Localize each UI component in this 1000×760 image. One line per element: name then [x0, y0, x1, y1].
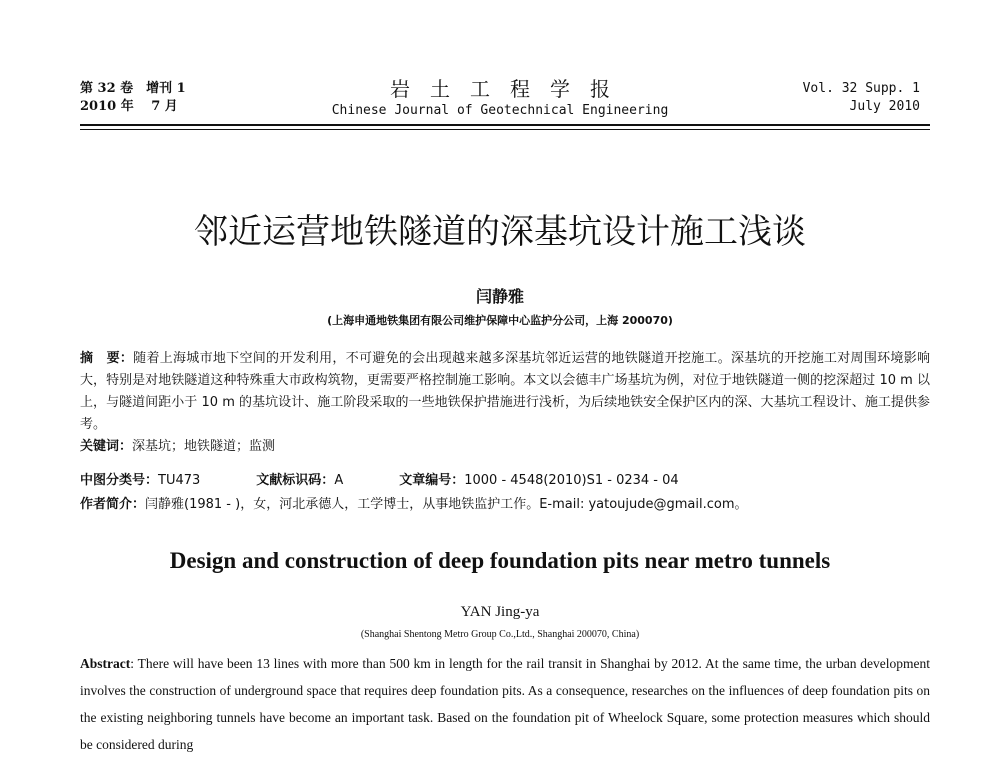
author-name-en: YAN Jing-ya [460, 604, 540, 620]
doc-code-label: 文献标识码： [256, 473, 335, 488]
paper-title-cn: 邻近运营地铁隧道的深基坑设计施工浅谈 [194, 212, 806, 252]
volume-line-en: Vol. 32 Supp. 1 [802, 81, 920, 96]
abstract-cn-text: 随着上海城市地下空间的开发利用，不可避免的会出现越来越多深基坑邻近运营的地铁隧道开挖施工。深基坑的开挖施工对周围环境影响大，特别是对地铁隧道这种特殊重大市政构筑物，更需要严格控制施工影响。本文以会德丰广场基坑为例，对位于地铁隧道一侧的挖深超过 10 m 以上，与隧道间距小于 10 m 的基坑设计、施工阶段采取的一些地铁保护措施进行浅析，为后续地铁安全保护区内的深、大基坑工程设计、施工提供参考。 [80, 351, 930, 432]
doc-code-value: A [334, 473, 344, 488]
keywords-cn-text: 深基坑；地铁隧道；监测 [132, 439, 276, 454]
keywords-cn [80, 436, 930, 458]
date-line-en: July 2010 [849, 99, 920, 114]
volume-issue-info-en [803, 80, 920, 116]
abstract-en-label: Abstract [80, 656, 131, 671]
abstract-en-text: : There will have been 13 lines with more than 500 km in length for the rail transit in Shanghai by 2012. At the same time, the urban development involves the construction of underground space that requires deep foundation pits. As a consequence, researches on the influences of deep foundation pits on the existing neighboring tunnels have become an important task. Based on the foundation pit of Wheelock Square, some protection measures which should be considered during [80, 656, 930, 752]
affiliation-en: (Shanghai Shentong Metro Group Co.,Ltd., Shanghai 200070, China) [360, 629, 640, 640]
abstract-cn-label: 摘 要： [80, 351, 134, 366]
author-bio [80, 494, 930, 516]
volume-line: 第 32 卷 增刊 1 [80, 81, 186, 96]
abstract-cn [80, 348, 930, 436]
author-bio-text: 闫静雅(1981 - )，女，河北承德人，工学博士，从事地铁监护工作。E-mail: yatoujude@gmail.com。 [145, 497, 748, 512]
journal-title-en: Chinese Journal of Geotechnical Engineering [331, 103, 669, 118]
author-bio-label: 作者简介： [80, 497, 146, 512]
article-no-label: 文章编号： [399, 473, 465, 488]
class-value: TU473 [158, 473, 201, 488]
abstract-en [80, 650, 930, 758]
journal-title-cn: 岩土工程学报 [390, 77, 630, 101]
classification-line [80, 470, 930, 492]
date-line: 2010 年 7 月 [80, 99, 178, 114]
keywords-cn-label: 关键词： [80, 439, 133, 454]
affiliation-cn: (上海申通地铁集团有限公司维护保障中心监护分公司，上海 200070) [327, 314, 673, 327]
article-no-value: 1000 - 4548(2010)S1 - 0234 - 04 [464, 473, 679, 488]
paper-title-en: Design and construction of deep foundation pits near metro tunnels [169, 548, 831, 573]
author-name-cn: 闫静雅 [475, 287, 524, 306]
header-rule-top [80, 124, 930, 126]
header-rule-bottom [80, 129, 930, 130]
class-label: 中图分类号： [80, 473, 159, 488]
